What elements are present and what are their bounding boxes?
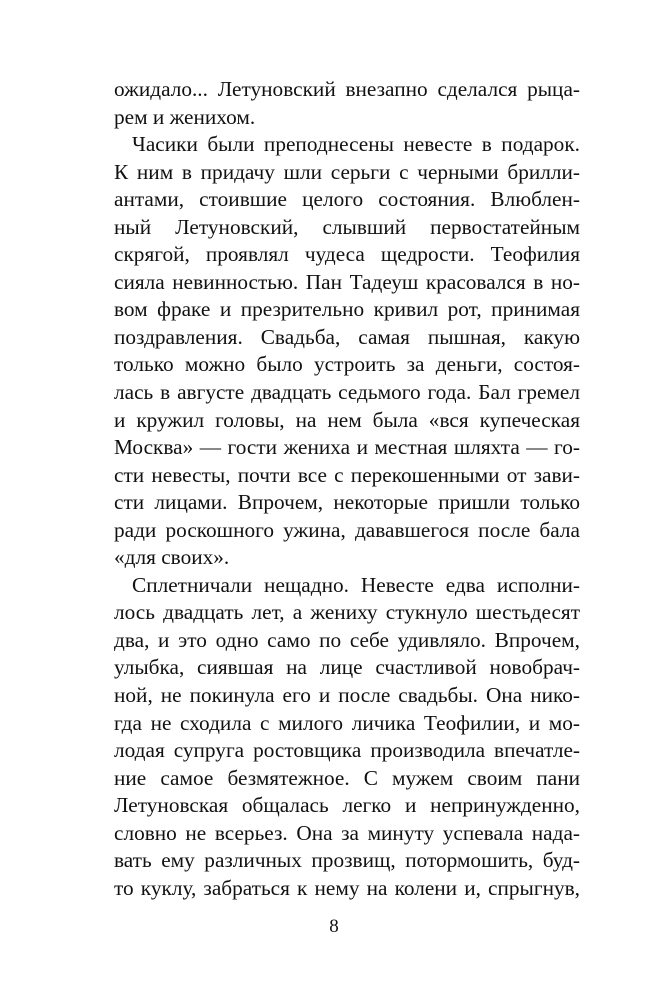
text-line: Сплетничали нещадно. Невесте едва исполни- <box>132 572 580 597</box>
text-line: скрягой, проявлял чудеса щедрости. Теофилия <box>114 242 580 267</box>
text-line: антами, стоившие целого состояния. Влюблен- <box>114 187 580 212</box>
body-text <box>114 76 580 902</box>
text-line: то куклу, забраться к нему на колени и, спрыгнув, <box>114 875 580 900</box>
paragraph-1 <box>114 76 580 131</box>
text-line: вать ему различных прозвищ, потормошить, буд- <box>114 848 580 873</box>
text-line: «для своих». <box>114 545 230 570</box>
paragraph-2 <box>114 131 580 572</box>
text-line: Часики были преподнесены невесте в подарок. <box>132 132 580 157</box>
text-line: сияла невинностью. Пан Тадеуш красовался в но- <box>114 269 580 294</box>
text-line: ние самое безмятежное. С мужем своим пани <box>114 765 580 790</box>
text-line: и кружил головы, на нем была «вся купеческая <box>114 407 580 432</box>
text-line: лось двадцать лет, а жениху стукнуло шестьдесят <box>114 600 580 625</box>
paragraph-3 <box>114 572 580 903</box>
text-line: словно не всерьез. Она за минуту успевала нада- <box>114 820 580 845</box>
text-line: только можно было устроить за деньги, состоя- <box>114 352 580 377</box>
text-line: лась в августе двадцать седьмого года. Бал гремел <box>114 380 580 405</box>
text-line: рем и женихом. <box>114 104 256 129</box>
text-line: Летуновская общалась легко и непринужденно, <box>114 793 580 818</box>
text-line: поздравления. Свадьба, самая пышная, какую <box>114 324 580 349</box>
text-line: ной, не покинула его и после свадьбы. Она нико- <box>114 683 580 708</box>
text-line: ожидало... Летуновский внезапно сделался рыца- <box>114 77 580 101</box>
text-line: лодая супруга ростовщика производила впечатле- <box>114 738 580 763</box>
text-line: сти невесты, почти все с перекошенными от зави- <box>114 462 580 487</box>
text-line: К ним в придачу шли серьги с черными брилли- <box>114 159 580 184</box>
text-line: сти лицами. Впрочем, некоторые пришли только <box>114 490 580 515</box>
text-line: ный Летуновский, слывший первостатейным <box>114 214 580 239</box>
text-line: улыбка, сиявшая на лице счастливой новобрач- <box>114 655 580 680</box>
page-number: 8 <box>329 916 339 937</box>
text-line: вом фраке и презрительно кривил рот, принимая <box>114 297 580 322</box>
text-line: два, и это одно само по себе удивляло. Впрочем, <box>114 627 580 652</box>
text-line: гда не сходила с милого личика Теофилии, и мо- <box>114 710 580 735</box>
text-line: Москва» — гости жениха и местная шляхта — го- <box>114 435 580 460</box>
text-line: ради роскошного ужина, дававшегося после бала <box>114 517 580 542</box>
